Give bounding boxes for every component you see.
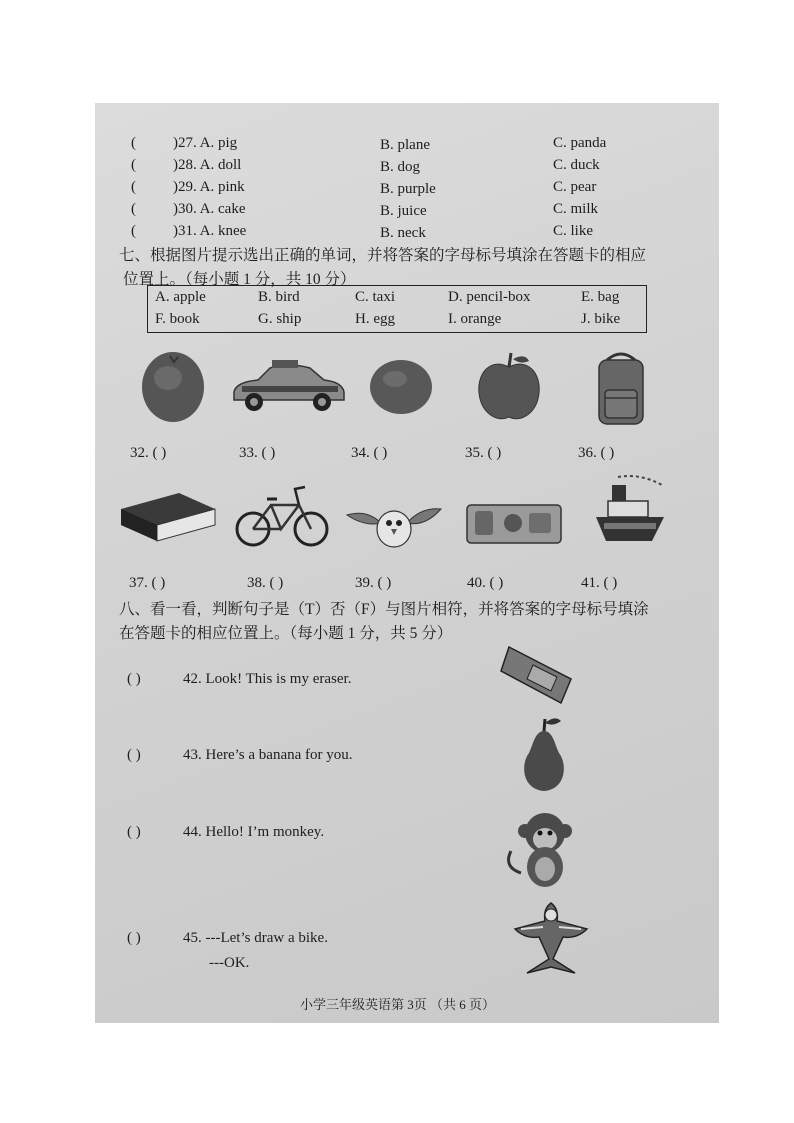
pear-picture	[515, 715, 573, 793]
option-c: C. pear	[553, 179, 597, 195]
answer-blank[interactable]: 36. ( )	[578, 445, 615, 461]
section7-title-line2: 位置上。（每小题 1 分，共 10 分）	[123, 271, 356, 288]
section7-title-line1: 七、根据图片提示选出正确的单词，并将答案的字母标号填涂在答题卡的相应	[119, 247, 647, 264]
tf-answer-blank[interactable]: ( )	[127, 747, 141, 763]
word-option: F. book	[155, 311, 200, 327]
word-option: C. taxi	[355, 289, 395, 305]
answer-blank[interactable]: 32. ( )	[130, 445, 167, 461]
option-a: )31. A. knee	[173, 223, 247, 239]
tf-statement: 42. Look! This is my eraser.	[183, 671, 352, 687]
kite-picture	[513, 899, 589, 979]
answer-blank[interactable]: 38. ( )	[247, 575, 284, 591]
pencil-box-picture	[465, 501, 563, 547]
tf-statement: 44. Hello! I’m monkey.	[183, 824, 325, 840]
tf-answer-blank[interactable]: ( )	[127, 824, 141, 840]
answer-blank[interactable]: 40. ( )	[467, 575, 504, 591]
word-option: H. egg	[355, 311, 395, 327]
ship-picture	[590, 471, 672, 549]
book-picture	[119, 491, 217, 543]
option-a: )30. A. cake	[173, 201, 246, 217]
option-b: B. juice	[380, 203, 427, 219]
option-b: B. plane	[380, 137, 430, 153]
option-a: )29. A. pink	[173, 179, 245, 195]
option-b: B. dog	[380, 159, 421, 175]
tf-statement: 43. Here’s a banana for you.	[183, 747, 353, 763]
question-paren: (	[131, 201, 136, 217]
exam-page	[95, 103, 719, 1023]
option-b: B. neck	[380, 225, 426, 241]
option-a: )28. A. doll	[173, 157, 242, 173]
word-option: G. ship	[258, 311, 302, 327]
option-a: )27. A. pig	[173, 135, 238, 151]
option-c: C. milk	[553, 201, 599, 217]
orange-picture	[140, 350, 206, 424]
word-bank-box	[147, 285, 647, 333]
word-option: E. bag	[581, 289, 620, 305]
answer-blank[interactable]: 35. ( )	[465, 445, 502, 461]
page-footer: 小学三年级英语第 3页 （共 6 页）	[300, 997, 496, 1012]
question-paren: (	[131, 223, 136, 239]
tf-statement: 45. ---Let’s draw a bike.	[183, 930, 328, 946]
answer-blank[interactable]: 41. ( )	[581, 575, 618, 591]
option-c: C. duck	[553, 157, 600, 173]
word-option: D. pencil-box	[448, 289, 531, 305]
tf-answer-blank[interactable]: ( )	[127, 930, 141, 946]
word-option: B. bird	[258, 289, 300, 305]
answer-blank[interactable]: 37. ( )	[129, 575, 166, 591]
word-option: I. orange	[448, 311, 502, 327]
word-option: J. bike	[581, 311, 621, 327]
question-paren: (	[131, 179, 136, 195]
option-c: C. panda	[553, 135, 607, 151]
question-paren: (	[131, 135, 136, 151]
bird-picture	[345, 501, 443, 549]
taxi-picture	[228, 358, 348, 414]
apple-picture	[475, 351, 543, 423]
bike-picture	[235, 483, 329, 549]
section8-title-line1: 八、看一看，判断句子是（T）否（F）与图片相符，并将答案的字母标号填涂	[119, 601, 649, 618]
section8-title-line2: 在答题卡的相应位置上。（每小题 1 分，共 5 分）	[119, 625, 453, 642]
answer-blank[interactable]: 33. ( )	[239, 445, 276, 461]
tf-answer-blank[interactable]: ( )	[127, 671, 141, 687]
answer-blank[interactable]: 34. ( )	[351, 445, 388, 461]
monkey-picture	[501, 809, 583, 891]
word-option: A. apple	[155, 289, 206, 305]
dialog-reply: ---OK.	[209, 955, 250, 971]
answer-blank[interactable]: 39. ( )	[355, 575, 392, 591]
bag-picture	[591, 350, 651, 426]
option-b: B. purple	[380, 181, 436, 197]
egg-picture	[369, 359, 433, 415]
option-c: C. like	[553, 223, 593, 239]
eraser-picture	[499, 641, 575, 711]
question-paren: (	[131, 157, 136, 173]
